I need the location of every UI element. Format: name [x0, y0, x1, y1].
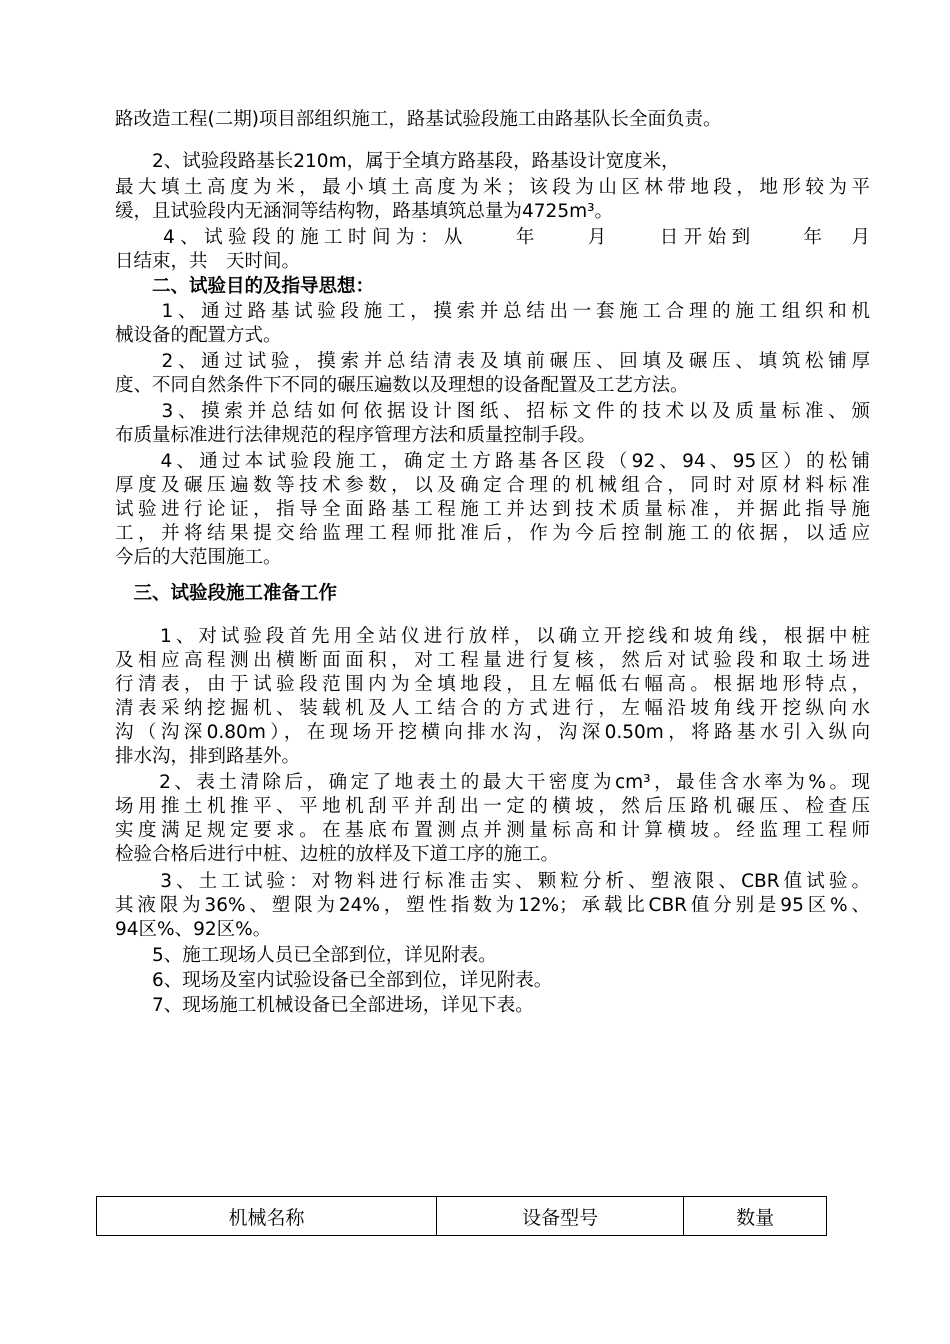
text-line: 最大填土高度为米，最小填土高度为米；该段为山区林带地段，地形较为平: [115, 177, 870, 198]
text-line: 其液限为36%、塑限为24%，塑性指数为12%；承载比CBR值分别是95区%、: [115, 895, 870, 916]
text-line: 1、通过路基试验段施工，摸索并总结出一套施工合理的施工组织和机: [115, 301, 870, 322]
text-line: 械设备的配置方式。: [115, 325, 282, 346]
text-line: 行清表，由于试验段范围内为全填地段，且左幅低右幅高。根据地形特点，: [115, 674, 870, 695]
text-line: 布质量标准进行法律规范的程序管理方法和质量控制手段。: [115, 425, 597, 446]
text-line: 缓，且试验段内无涵洞等结构物，路基填筑总量为4725m³。: [115, 201, 614, 222]
text-line: 厚度及碾压遍数等技术参数，以及确定合理的机械组合，同时对原材料标准: [115, 475, 870, 496]
text-line: 1、对试验段首先用全站仪进行放样，以确立开挖线和坡角线，根据中桩: [115, 626, 870, 647]
text-line: 试验进行论证，指导全面路基工程施工并达到技术质量标准，并据此指导施: [115, 499, 870, 520]
text-line: 工，并将结果提交给监理工程师批准后，作为今后控制施工的依据，以适应: [115, 523, 870, 544]
text-line: 清表采纳挖掘机、装载机及人工结合的方式进行，左幅沿坡角线开挖纵向水: [115, 698, 870, 719]
text-line: 4、通过本试验段施工，确定土方路基各区段（92、94、95区）的松铺: [115, 451, 870, 472]
text-line: 6、现场及室内试验设备已全部到位，详见附表。: [115, 970, 553, 991]
text-line: 日结束，共 天时间。: [115, 251, 301, 272]
table-header-cell: 数量: [684, 1197, 827, 1236]
text-line: 94区%、92区%。: [115, 919, 272, 940]
text-line: 实度满足规定要求。在基底布置测点并测量标高和计算横坡。经监理工程师: [115, 820, 870, 841]
text-line: 2、通过试验，摸索并总结清表及填前碾压、回填及碾压、填筑松铺厚: [115, 351, 870, 372]
text-line: 检验合格后进行中桩、边桩的放样及下道工序的施工。: [115, 844, 560, 865]
table-header-cell: 机械名称: [97, 1197, 437, 1236]
text-line: 沟（沟深0.80m），在现场开挖横向排水沟，沟深0.50m，将路基水引入纵向: [115, 722, 870, 743]
text-line: 及相应高程测出横断面面积，对工程量进行复核，然后对试验段和取土场进: [115, 650, 870, 671]
text-line: 度、不同自然条件下不同的碾压遍数以及理想的设备配置及工艺方法。: [115, 375, 689, 396]
text-line: 场用推土机推平、平地机刮平并刮出一定的横坡，然后压路机碾压、检查压: [115, 796, 870, 817]
section-heading: 二、试验目的及指导思想：: [115, 276, 375, 297]
text-line: 排水沟，排到路基外。: [115, 746, 301, 767]
section-heading: 三、试验段施工准备工作: [115, 583, 338, 604]
text-line: 2、试验段路基长210m，属于全填方路基段，路基设计宽度米，: [115, 151, 680, 172]
text-line: 2、表土清除后，确定了地表土的最大干密度为cm³，最佳含水率为%。现: [115, 772, 870, 793]
text-line: 3、土工试验：对物料进行标准击实、颗粒分析、塑液限、CBR值试验。: [115, 871, 870, 892]
equipment-table: [96, 1196, 827, 1236]
text-line: 3、摸索并总结如何依据设计图纸、招标文件的技术以及质量标准、颁: [115, 401, 870, 422]
text-line: 7、现场施工机械设备已全部进场，详见下表。: [115, 995, 534, 1016]
text-line: 5、施工现场人员已全部到位，详见附表。: [115, 945, 497, 966]
text-line: 4、试验段的施工时间为：从 年 月 日开始到 年 月: [115, 227, 870, 248]
table-header-row: [97, 1197, 827, 1236]
table-header-cell: 设备型号: [437, 1197, 684, 1236]
text-line: 今后的大范围施工。: [115, 547, 282, 568]
text-line: 路改造工程(二期)项目部组织施工，路基试验段施工由路基队长全面负责。: [115, 109, 722, 130]
